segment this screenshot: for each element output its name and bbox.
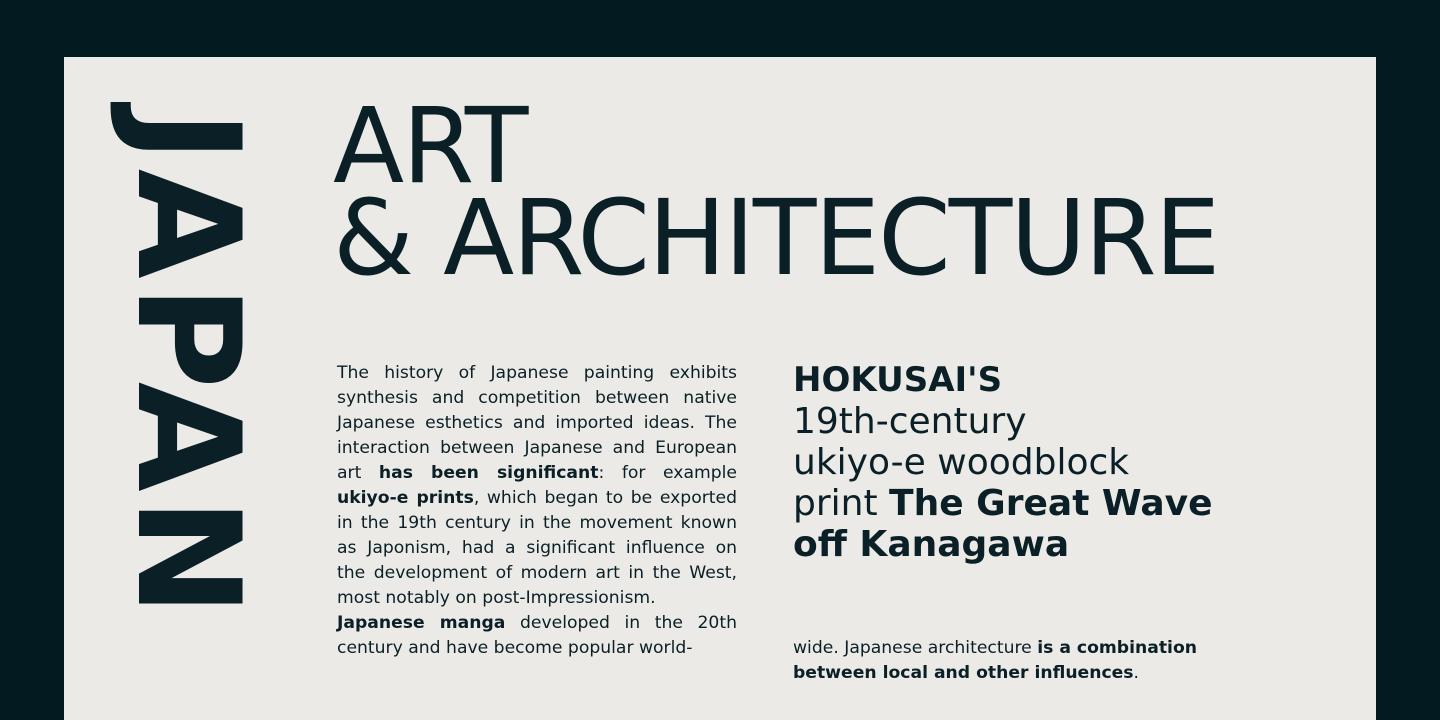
vertical-title: JAPAN bbox=[105, 110, 270, 623]
right-text-column bbox=[793, 636, 1203, 686]
text-segment: , which began to be exported in the 19th century in the movement known as Japonism, had a significant influence on the development of modern art in the West, most notably on post-Impressionism. bbox=[337, 488, 737, 608]
headline-line-2: & ARCHITECTURE bbox=[333, 177, 1219, 299]
left-text-column bbox=[337, 361, 737, 661]
bold-segment: Japanese manga bbox=[337, 613, 506, 633]
feature-title-part-2: off Kanagawa bbox=[793, 524, 1070, 565]
headline bbox=[333, 85, 1219, 299]
paragraph-painting bbox=[337, 361, 737, 611]
text-segment: wide. Japanese architecture bbox=[793, 638, 1038, 658]
paragraph-architecture bbox=[793, 636, 1203, 686]
feature-desc-line-3: print bbox=[793, 483, 878, 524]
paragraph-manga bbox=[337, 611, 737, 661]
text-segment: developed in the 20th century and have become popular world- bbox=[337, 613, 737, 658]
bold-segment: is a combination between local and other influences bbox=[793, 638, 1197, 683]
headline-line-1: ART bbox=[333, 85, 527, 207]
feature-title-part-1: The Great Wave bbox=[889, 483, 1213, 524]
bold-segment: has been significant bbox=[378, 463, 599, 483]
feature-desc-line-2: ukiyo-e woodblock bbox=[793, 442, 1130, 483]
feature-artist: HOKUSAI'S bbox=[793, 360, 1003, 400]
text-segment: . bbox=[1133, 663, 1139, 683]
bold-segment: ukiyo-e prints bbox=[337, 488, 474, 508]
text-segment: : for example bbox=[598, 463, 737, 483]
feature-desc-line-1: 19th-century bbox=[793, 401, 1027, 442]
feature-callout bbox=[793, 360, 1353, 565]
text-segment: The history of Japanese painting exhibits synthesis and competition between native Japanese esthetics and imported ideas. The interaction between Japanese and European art bbox=[337, 363, 737, 483]
